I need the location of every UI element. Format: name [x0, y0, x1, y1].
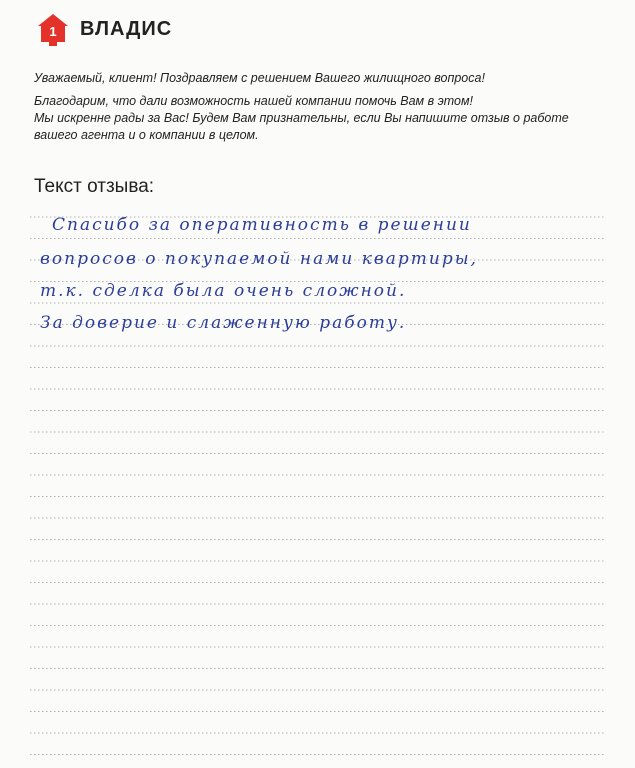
brand-logo — [36, 12, 172, 46]
house-key-logo-icon — [36, 12, 70, 46]
handwritten-line-1: Спасибо за оперативность в решении — [52, 215, 472, 235]
intro-text — [34, 70, 604, 144]
handwritten-line-2: вопросов о покупаемой нами квартиры, — [40, 249, 478, 269]
logo-digit: 1 — [49, 24, 57, 39]
intro-line-3: Мы искренне рады за Вас! Будем Вам признательны, если Вы напишите отзыв о работе — [34, 111, 569, 125]
handwritten-line-4: За доверие и слаженную работу. — [40, 313, 407, 333]
intro-line-4: вашего агента и о компании в целом. — [34, 128, 259, 142]
review-title: Текст отзыва: — [34, 176, 155, 197]
ruled-lines-svg — [30, 212, 605, 757]
brand-name: ВЛАДИС — [80, 17, 173, 40]
ruled-lines — [30, 212, 605, 757]
intro-line-1: Уважаемый, клиент! Поздравляем с решением Вашего жилищного вопроса! — [34, 71, 485, 85]
handwritten-line-3: т.к. сделка была очень сложной. — [40, 281, 407, 301]
intro-line-2: Благодарим, что дали возможность нашей компании помочь Вам в этом! — [34, 94, 474, 108]
